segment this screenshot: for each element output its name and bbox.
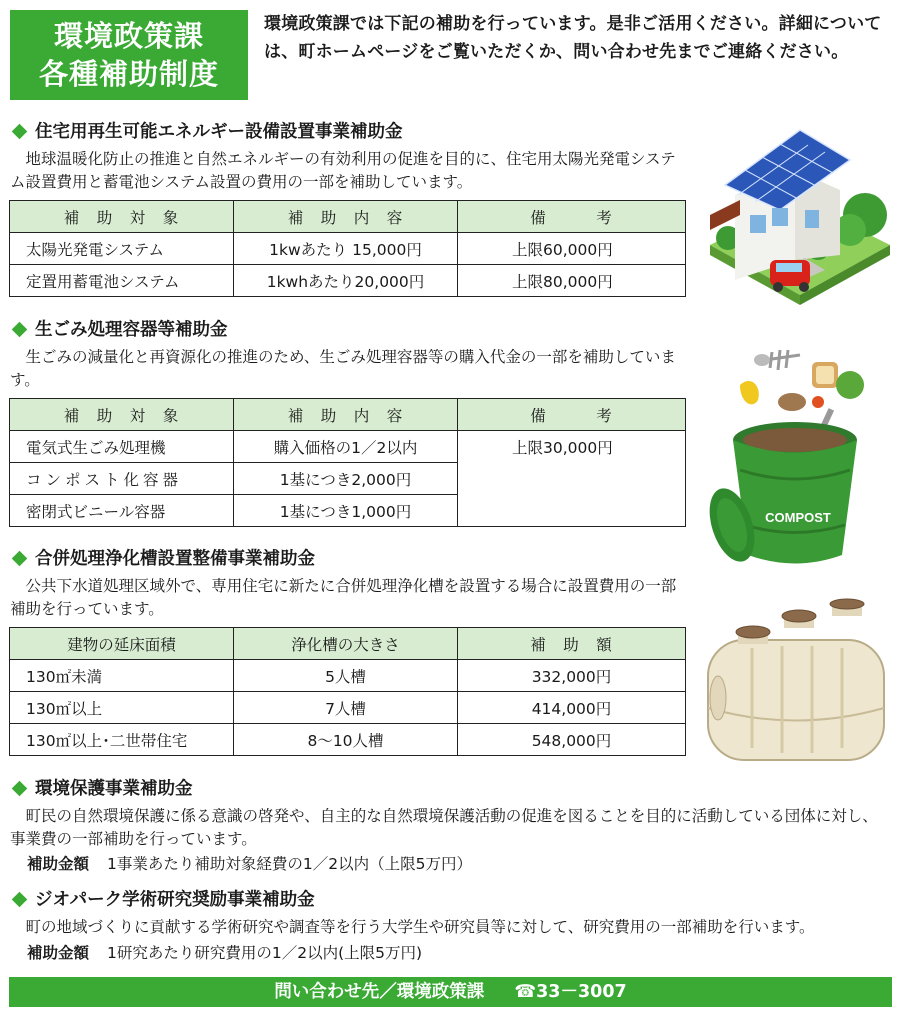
table-header: 補 助 対 象 bbox=[10, 399, 234, 431]
table-cell: 購入価格の1／2以内 bbox=[234, 431, 458, 463]
diamond-bullet-icon bbox=[12, 123, 28, 139]
table-cell: 1基につき2,000円 bbox=[234, 463, 458, 495]
table-cell: 1基につき1,000円 bbox=[234, 495, 458, 527]
table-cell: 上限80,000円 bbox=[458, 265, 686, 297]
table-cell: 332,000円 bbox=[458, 660, 686, 692]
table-row bbox=[10, 431, 686, 463]
contact-text: 問い合わせ先／環境政策課 bbox=[274, 982, 485, 1002]
section-heading-septic bbox=[10, 547, 315, 571]
table-header-row bbox=[10, 201, 686, 233]
table-row bbox=[10, 495, 686, 527]
table-row bbox=[10, 463, 686, 495]
table-row bbox=[10, 724, 686, 756]
table-header: 補 助 内 容 bbox=[234, 201, 458, 233]
phone-number: ☎33－3007 bbox=[514, 982, 627, 1002]
section-heading-geopark bbox=[10, 888, 315, 912]
table-header: 補 助 内 容 bbox=[234, 399, 458, 431]
section-heading-text: 環境保護事業補助金 bbox=[35, 779, 193, 799]
table-row bbox=[10, 660, 686, 692]
table-header: 備 考 bbox=[458, 399, 686, 431]
section-body-septic: 公共下水道処理区域外で、専用住宅に新たに合併処理浄化槽を設置する場合に設置費用の一部補助を行っています。 bbox=[10, 577, 677, 618]
section-body-geopark: 町の地域づくりに貢献する学術研究や調査等を行う大学生や研究員等に対して、研究費用の一部補助を行います。 bbox=[25, 918, 815, 936]
section-heading-solar bbox=[10, 120, 403, 144]
section-heading-text: 合併処理浄化槽設置整備事業補助金 bbox=[35, 549, 315, 569]
table-cell: 130㎡以上 bbox=[10, 692, 234, 724]
table-cell: 5人槽 bbox=[234, 660, 458, 692]
section-heading-text: 住宅用再生可能エネルギー設備設置事業補助金 bbox=[35, 122, 403, 142]
section-heading-garbage bbox=[10, 318, 228, 342]
table-cell: 8～10人槽 bbox=[234, 724, 458, 756]
amount-value: 1研究あたり研究費用の1／2以内(上限5万円) bbox=[107, 944, 423, 962]
table-cell: 130㎡未満 bbox=[10, 660, 234, 692]
table-cell: 130㎡以上･二世帯住宅 bbox=[10, 724, 234, 756]
section-body-solar: 地球温暖化防止の推進と自然エネルギーの有効利用の促進を目的に、住宅用太陽光発電システム設置費用と蓄電池システム設置の費用の一部を補助しています。 bbox=[10, 150, 676, 191]
title-line2: 各種補助制度 bbox=[38, 57, 219, 91]
amount-row bbox=[27, 942, 422, 964]
table-solar bbox=[9, 200, 686, 297]
compost-label: COMPOST bbox=[765, 510, 831, 525]
table-header: 補 助 対 象 bbox=[10, 201, 234, 233]
section-body-env-protection: 町民の自然環境保護に係る意識の啓発や、自主的な自然環境保護活動の促進を図ることを目的に活動している団体に対し、事業費の一部補助を行っています。 bbox=[10, 807, 878, 848]
section-heading-env-protection bbox=[10, 777, 193, 801]
diamond-bullet-icon bbox=[12, 780, 28, 796]
solar-house-illustration bbox=[700, 120, 895, 315]
intro-text: 環境政策課では下記の補助を行っています。是非ご活用ください。詳細については、町ホームページをご覧いただくか、問い合わせ先までご連絡ください。 bbox=[264, 14, 882, 62]
amount-label: 補助金額 bbox=[27, 944, 90, 962]
table-cell: 1kwhあたり20,000円 bbox=[234, 265, 458, 297]
table-cell: コンポスト化容器 bbox=[10, 463, 234, 495]
table-header-row bbox=[10, 628, 686, 660]
table-cell: 電気式生ごみ処理機 bbox=[10, 431, 234, 463]
table-header-row bbox=[10, 399, 686, 431]
title-line1: 環境政策課 bbox=[53, 19, 204, 53]
table-cell: 414,000円 bbox=[458, 692, 686, 724]
table-header: 浄化槽の大きさ bbox=[234, 628, 458, 660]
table-cell: 7人槽 bbox=[234, 692, 458, 724]
table-row bbox=[10, 233, 686, 265]
table-row bbox=[10, 692, 686, 724]
table-cell: 密閉式ビニール容器 bbox=[10, 495, 234, 527]
diamond-bullet-icon bbox=[12, 321, 28, 337]
contact-footer bbox=[9, 977, 892, 1007]
section-heading-text: 生ごみ処理容器等補助金 bbox=[35, 320, 228, 340]
table-header: 建物の延床面積 bbox=[10, 628, 234, 660]
table-row bbox=[10, 265, 686, 297]
table-cell: 太陽光発電システム bbox=[10, 233, 234, 265]
table-cell: 1kwあたり 15,000円 bbox=[234, 233, 458, 265]
amount-row bbox=[27, 853, 472, 875]
table-cell bbox=[458, 495, 686, 527]
table-garbage bbox=[9, 398, 686, 527]
diamond-bullet-icon bbox=[12, 891, 28, 907]
table-cell: 定置用蓄電池システム bbox=[10, 265, 234, 297]
diamond-bullet-icon bbox=[12, 550, 28, 566]
compost-bin-illustration bbox=[700, 340, 890, 580]
table-header: 補 助 額 bbox=[458, 628, 686, 660]
section-heading-text: ジオパーク学術研究奨励事業補助金 bbox=[35, 890, 315, 910]
table-cell: 上限30,000円 bbox=[458, 431, 686, 463]
table-header: 備 考 bbox=[458, 201, 686, 233]
amount-label: 補助金額 bbox=[27, 855, 90, 873]
table-septic bbox=[9, 627, 686, 756]
page-title bbox=[10, 10, 248, 100]
section-body-garbage: 生ごみの減量化と再資源化の推進のため、生ごみ処理容器等の購入代金の一部を補助しています。 bbox=[10, 348, 676, 389]
amount-value: 1事業あたり補助対象経費の1／2以内（上限5万円） bbox=[107, 855, 472, 873]
table-cell bbox=[458, 463, 686, 495]
septic-tank-illustration bbox=[702, 598, 890, 770]
table-cell: 上限60,000円 bbox=[458, 233, 686, 265]
table-cell: 548,000円 bbox=[458, 724, 686, 756]
